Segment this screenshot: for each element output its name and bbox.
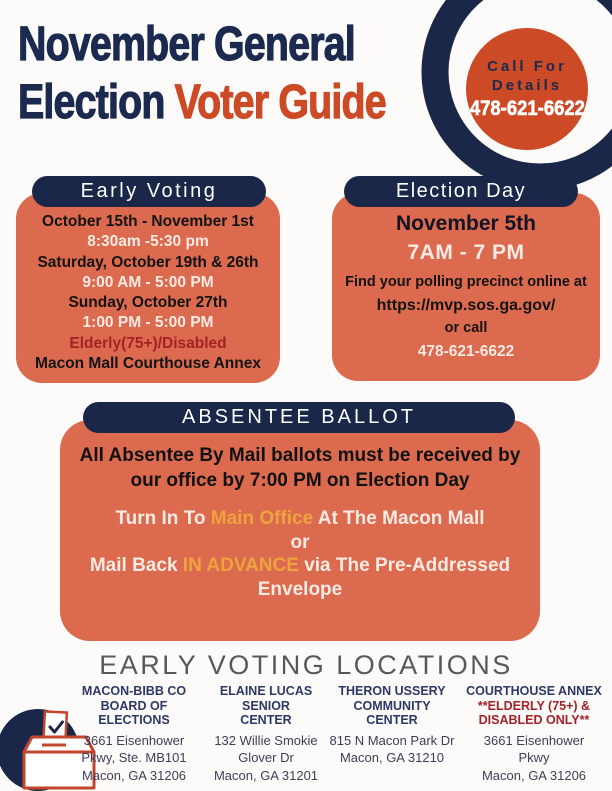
location-name-line: THERON USSERY	[338, 684, 446, 698]
location-address-line: Macon, GA 31210	[339, 750, 445, 765]
location-name-line: SENIOR	[242, 698, 290, 713]
location-name-line: ELECTIONS	[98, 713, 170, 727]
absentee-ballot-details	[60, 443, 540, 601]
turn-in-suffix: At The Macon Mall	[313, 508, 485, 529]
election-day-header	[344, 176, 578, 207]
location-item	[208, 684, 324, 784]
badge-line-1: Call For	[487, 58, 567, 75]
location-name-line: ELAINE LUCAS	[219, 684, 313, 698]
call-details-badge	[466, 28, 588, 150]
early-voting-schedule	[16, 193, 280, 374]
location-address-line: Macon, GA 31201	[213, 767, 319, 783]
location-name-line: CENTER	[366, 713, 418, 727]
absentee-deadline-notice: All Absentee By Mail ballots must be received by our office by 7:00 PM on Election Day	[79, 445, 521, 491]
location-name-line: MACON-BIBB CO	[81, 684, 187, 698]
election-day-card	[332, 193, 600, 381]
turn-in-highlight: Main Office	[210, 508, 314, 529]
mail-back-suffix: via The Pre-Addressed Envelope	[257, 555, 511, 600]
location-restriction-line: **ELDERLY (75+) &	[477, 698, 591, 713]
election-hours: 7AM - 7 PM	[407, 241, 525, 264]
locations-heading: EARLY VOTING LOCATIONS	[99, 650, 513, 680]
early-voting-header	[32, 176, 266, 207]
early-voting-card	[16, 193, 280, 383]
absentee-ballot-card	[60, 420, 540, 641]
location-address-line: Glover Dr	[238, 750, 294, 765]
location-address-line: Pkwy	[518, 750, 550, 765]
schedule-line: 8:30am -5:30 pm	[87, 233, 209, 251]
location-address-line: Macon, GA 31206	[81, 767, 187, 783]
schedule-line: October 15th - November 1st	[42, 213, 254, 230]
location-address-line: 3661 Eisenhower	[83, 732, 185, 748]
or-call-text: or call	[444, 320, 488, 336]
title-line-1: November General	[18, 18, 355, 71]
mail-back-line	[60, 554, 540, 601]
location-name-line: COURTHOUSE ANNEX	[466, 684, 602, 698]
schedule-line-venue: Macon Mall Courthouse Annex	[35, 355, 261, 373]
badge-line-2: Details	[491, 77, 563, 94]
title-line-2-prefix: Election	[18, 76, 175, 129]
polling-precinct-text: Find your polling precinct online at	[345, 274, 587, 290]
page-title	[18, 16, 386, 132]
location-item	[324, 684, 460, 784]
election-phone-number[interactable]: 478-621-6622	[417, 343, 515, 360]
schedule-line: Saturday, October 19th & 26th	[37, 253, 259, 271]
absentee-return-options	[60, 507, 540, 601]
mail-back-prefix: Mail Back	[89, 555, 183, 576]
location-name-line: COMMUNITY	[353, 698, 431, 713]
title-line-2-accent: Voter Guide	[174, 76, 386, 129]
absentee-ballot-header-label: ABSENTEE BALLOT	[182, 406, 416, 428]
turn-in-line	[60, 507, 540, 531]
schedule-line: 9:00 AM - 5:00 PM	[82, 273, 214, 291]
schedule-line: 1:00 PM - 5:00 PM	[82, 314, 214, 332]
title-line-2	[18, 74, 386, 132]
early-voting-header-label: Early Voting	[80, 180, 218, 202]
election-date: November 5th	[395, 212, 537, 235]
badge-phone-number[interactable]: 478-621-6622	[469, 97, 585, 120]
absentee-ballot-header	[83, 402, 515, 433]
location-address-line: Pkwy, Ste. MB101	[81, 750, 187, 765]
schedule-line-elderly: Elderly(75+)/Disabled	[69, 334, 227, 352]
or-separator: or	[290, 531, 310, 553]
location-address-line: 3661 Eisenhower	[483, 732, 585, 748]
locations-list	[60, 684, 608, 784]
election-day-header-label: Election Day	[395, 180, 527, 202]
location-item	[460, 684, 608, 784]
location-name-line: BOARD OF	[100, 698, 168, 713]
location-address-line: 132 Willie Smokie	[214, 732, 318, 748]
mail-back-highlight: IN ADVANCE	[182, 555, 299, 576]
location-address-line: Macon, GA 31206	[481, 767, 587, 783]
turn-in-prefix: Turn In To	[115, 508, 211, 529]
location-restriction-line: DISABLED ONLY**	[478, 713, 590, 727]
location-name-line: CENTER	[240, 713, 292, 727]
location-address-line: 815 N Macon Park Dr	[329, 732, 455, 748]
election-day-details	[332, 193, 600, 363]
schedule-line: Sunday, October 27th	[68, 294, 228, 312]
location-item	[60, 684, 208, 784]
polling-precinct-url[interactable]: https://mvp.sos.ga.gov/	[376, 297, 556, 314]
